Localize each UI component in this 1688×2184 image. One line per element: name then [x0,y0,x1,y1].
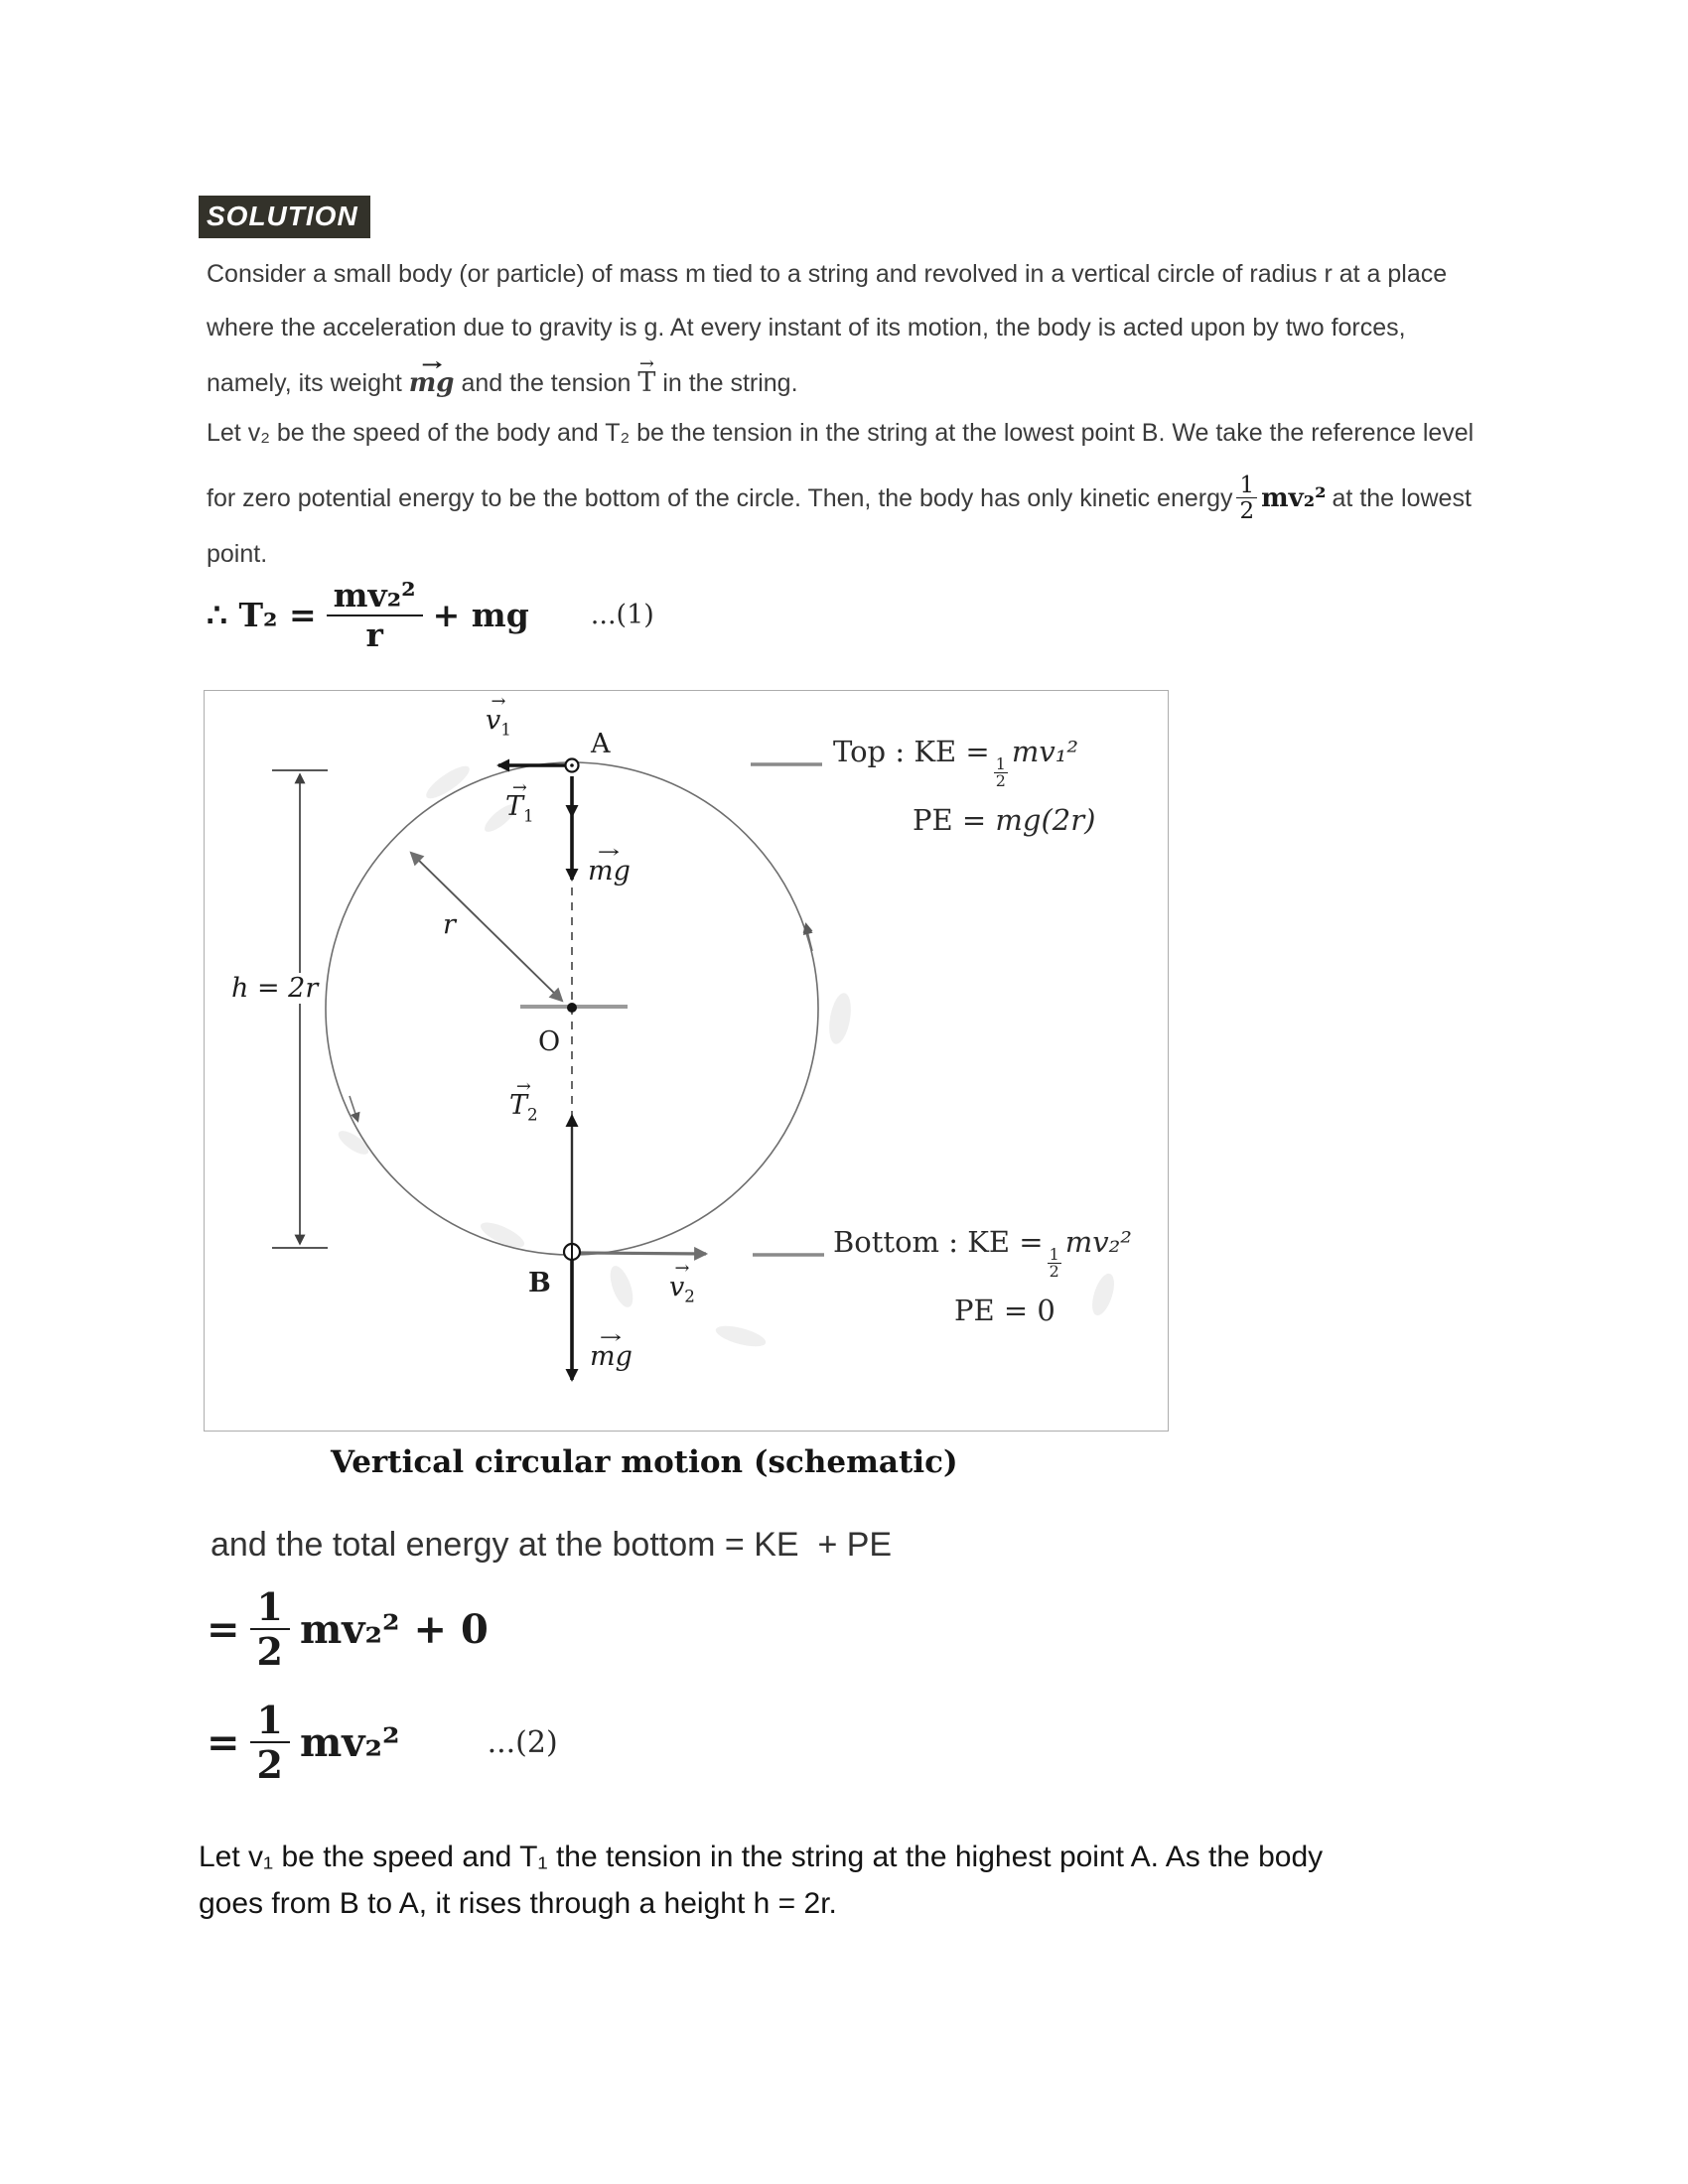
bottom-note-frac-num: 1 [1049,1245,1059,1264]
v1-vector [486,705,511,739]
closing-paragraph [199,1834,1323,1927]
velocity-v2-arrow [580,1253,706,1254]
lowest-line2-pre: for zero potential energy to be the bottom of the circle. Then, the body has only kinetic energy [207,483,1233,512]
equation-1-denominator: r [365,614,383,654]
equation-2a-fraction [250,1584,290,1675]
T2-base: T [509,1090,528,1121]
intro-line3-pre: namely, its weight [207,369,409,397]
intro-line3-post: in the string. [655,369,798,397]
half-fraction [1236,474,1257,523]
v1-sub: 1 [500,719,511,740]
center-O-dot [567,1003,577,1013]
top-note-line2 [913,803,1095,837]
point-A-label: A [591,729,611,759]
equation-2b-tag: ...(2) [487,1724,558,1760]
equation-1 [207,578,654,652]
v2-base: v [669,1272,685,1302]
T2-sub: 2 [527,1104,538,1125]
bottom-note-fraction [1048,1247,1061,1280]
equation-1-lead: ∴ T₂ = [207,596,317,635]
v1-base: v [486,705,501,736]
v2-vector [669,1272,695,1305]
vertical-circle-figure [204,690,1169,1432]
top-note-frac-num: 1 [995,754,1006,773]
half-fraction-numerator: 1 [1236,474,1257,498]
paragraph-intro-line2: where the acceleration due to gravity is g. At every instant of its motion, the body is acted upon by two forces, [207,314,1406,341]
top-note-line1 [833,735,1095,789]
equation-2a [207,1584,489,1675]
v1-label [486,705,511,739]
mg-top-vector: → mg [588,856,631,887]
equation-2b-numerator: 1 [250,1700,290,1743]
equation-2b [207,1698,558,1788]
equation-1-tail: + mg [432,596,529,635]
equation-1-tag: ...(1) [590,600,654,631]
height-label: h = 2r [226,973,323,1004]
paragraph-intro [207,260,1447,421]
closing-line2: goes from B to A, it rises through a height h = 2r. [199,1887,837,1920]
paragraph-lowest-point [207,419,1474,592]
bottom-note-frac-den: 2 [1049,1261,1059,1281]
closing-line1: Let v₁ be the speed and T₁ the tension in the string at the highest point A. As the body [199,1841,1324,1873]
equation-2a-rest: mv₂² + 0 [299,1605,489,1653]
bottom-note-line1 [833,1225,1132,1280]
equation-2b-rest: mv₂² [299,1718,400,1766]
v2-label [669,1272,695,1305]
mg-bottom-label [590,1341,633,1372]
mg-top-label [588,856,631,887]
weight-mg-vector: → mg [409,368,455,398]
center-O-label: O [538,1026,561,1057]
T1-sub: 1 [523,805,534,826]
bottom-note-prefix: Bottom : KE = [833,1225,1044,1259]
equation-2b-fraction [250,1698,290,1788]
circle-direction-arrow-right-line [806,927,812,951]
top-note-pe-expr: mg(2r) [995,802,1096,837]
bottom-note-pe-expr: 0 [1037,1293,1055,1327]
paragraph-lowest-line3: point. [207,540,268,568]
paragraph-intro-line1: Consider a small body (or particle) of mass m tied to a string and revolved in a vertical circle of radius r at a place [207,260,1448,288]
solution-badge: SOLUTION [199,196,370,238]
kinetic-energy-expr: mv₂² [1261,483,1327,513]
equation-1-fraction [327,578,423,652]
top-note-expr: mv₁² [1011,735,1078,768]
paragraph-intro-line3 [207,367,1447,397]
total-energy-line: and the total energy at the bottom = KE + PE [211,1526,893,1564]
paragraph-lowest-line1: Let v₂ be the speed of the body and T₂ be the tension in the string at the lowest point B. We take the reference level [207,419,1475,447]
intro-line3-mid: and the tension [454,369,638,397]
T1-base: T [505,791,524,822]
mg-bottom-vector: → mg [590,1341,633,1372]
radius-arrow [411,853,562,1001]
bottom-note [833,1225,1132,1327]
bottom-note-expr: mv₂² [1064,1225,1132,1259]
equation-2b-denominator: 2 [256,1742,283,1788]
v2-sub: 2 [684,1286,695,1306]
top-note [833,735,1095,837]
height-dimension [272,770,328,1248]
equation-2a-numerator: 1 [250,1586,290,1630]
figure-caption: Vertical circular motion (schematic) [331,1444,958,1480]
point-A-center [570,763,574,767]
bottom-note-pe-prefix: PE = [954,1293,1029,1327]
T2-vector [509,1090,538,1124]
bottom-note-line2 [954,1294,1132,1327]
half-fraction-denominator: 2 [1239,498,1255,524]
radius-label: r [443,909,456,940]
paragraph-lowest-line2 [207,463,1474,534]
lowest-line2-post: at the lowest [1332,483,1472,512]
equation-2a-equals: = [207,1605,240,1653]
top-note-fraction [994,756,1008,789]
equation-2b-equals: = [207,1718,240,1766]
top-note-pe-prefix: PE = [913,802,987,837]
equation-1-numerator: mv₂² [327,578,423,616]
T1-label [505,791,534,825]
point-B-label: B [528,1268,551,1298]
top-note-prefix: Top : KE = [833,735,990,768]
equation-2a-denominator: 2 [256,1629,283,1675]
tension-T-vector: → T [637,367,655,398]
T2-label [509,1090,538,1124]
top-note-frac-den: 2 [995,770,1006,790]
T1-vector [505,791,534,825]
